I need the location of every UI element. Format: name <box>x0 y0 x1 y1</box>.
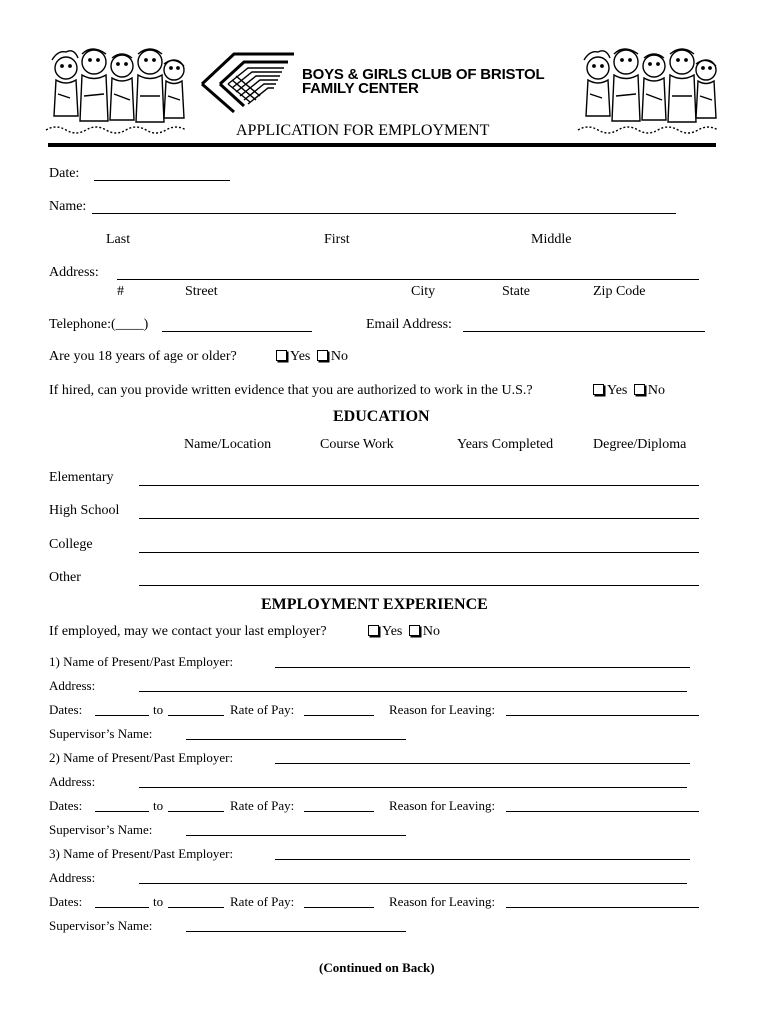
telephone-label: Telephone:(____) <box>49 317 149 332</box>
employer-3-name-label: 3) Name of Present/Past Employer: <box>49 846 234 861</box>
date-field[interactable] <box>94 180 230 181</box>
children-illustration-right <box>576 46 721 134</box>
employer-1-to-label: to <box>153 702 164 717</box>
employer-3-dates-label: Dates: <box>49 894 83 909</box>
employer-3-date-from[interactable] <box>95 907 149 908</box>
edu-other-field[interactable] <box>139 585 699 586</box>
employer-2-supervisor-field[interactable] <box>186 835 406 836</box>
auth-yes-checkbox[interactable] <box>593 384 604 395</box>
authorized-question: If hired, can you provide written evidence that you are authorized to work in the U.S.? <box>49 383 533 398</box>
employer-2-to-label: to <box>153 798 164 813</box>
contact-no-checkbox[interactable] <box>409 625 420 636</box>
employer-3-address-field[interactable] <box>139 883 687 884</box>
employer-1-rate-label: Rate of Pay: <box>230 702 295 717</box>
auth-no-checkbox[interactable] <box>634 384 645 395</box>
auth-yes-label: Yes <box>607 383 628 398</box>
addr-num-label: # <box>117 284 124 299</box>
address-field[interactable] <box>117 279 699 280</box>
edu-row-other: Other <box>49 570 81 585</box>
employer-1-dates-label: Dates: <box>49 702 83 717</box>
employer-2-reason-label: Reason for Leaving: <box>389 798 496 813</box>
employer-1-name-label: 1) Name of Present/Past Employer: <box>49 654 234 669</box>
employer-3-reason-field[interactable] <box>506 907 699 908</box>
edu-college-field[interactable] <box>139 552 699 553</box>
contact-no-label: No <box>422 624 440 639</box>
employer-1-supervisor-label: Supervisor’s Name: <box>49 726 153 741</box>
addr-state-label: State <box>502 284 530 299</box>
header-rule <box>48 143 716 147</box>
employer-3-address-label: Address: <box>49 870 96 885</box>
employer-1-reason-label: Reason for Leaving: <box>389 702 496 717</box>
name-middle-label: Middle <box>531 232 572 247</box>
employer-1-rate-field[interactable] <box>304 715 374 716</box>
age-options <box>276 349 348 365</box>
employer-2-dates-label: Dates: <box>49 798 83 813</box>
employer-3-reason-label: Reason for Leaving: <box>389 894 496 909</box>
employer-1-address-field[interactable] <box>139 691 687 692</box>
children-illustration-left <box>44 46 189 134</box>
edu-row-elementary: Elementary <box>49 470 114 485</box>
age-question: Are you 18 years of age or older? <box>49 349 237 364</box>
contact-question: If employed, may we contact your last employer? <box>49 624 327 639</box>
edu-row-college: College <box>49 537 93 552</box>
name-field[interactable] <box>92 213 676 214</box>
org-name-line1: BOYS & GIRLS CLUB OF BRISTOL <box>302 66 545 83</box>
employer-1-supervisor-field[interactable] <box>186 739 406 740</box>
address-label: Address: <box>49 265 99 280</box>
employer-2-rate-field[interactable] <box>304 811 374 812</box>
age-yes-checkbox[interactable] <box>276 350 287 361</box>
addr-zip-label: Zip Code <box>593 284 646 299</box>
age-yes-label: Yes <box>290 349 311 364</box>
employer-1-date-from[interactable] <box>95 715 149 716</box>
employer-1-address-label: Address: <box>49 678 96 693</box>
contact-options <box>368 624 440 640</box>
employer-2-name-label: 2) Name of Present/Past Employer: <box>49 750 234 765</box>
date-label: Date: <box>49 166 80 181</box>
auth-no-label: No <box>647 383 665 398</box>
employer-2-reason-field[interactable] <box>506 811 699 812</box>
employer-3-to-label: to <box>153 894 164 909</box>
edu-col-name: Name/Location <box>184 437 272 452</box>
employer-2-date-to[interactable] <box>168 811 224 812</box>
employer-2-address-field[interactable] <box>139 787 687 788</box>
employer-3-rate-field[interactable] <box>304 907 374 908</box>
bgc-logo-icon <box>198 50 298 114</box>
employer-2-name-field[interactable] <box>275 763 690 764</box>
employer-1-reason-field[interactable] <box>506 715 699 716</box>
employer-3-supervisor-label: Supervisor’s Name: <box>49 918 153 933</box>
name-last-label: Last <box>106 232 131 247</box>
auth-options <box>593 383 665 399</box>
edu-elementary-field[interactable] <box>139 485 699 486</box>
employment-heading: EMPLOYMENT EXPERIENCE <box>261 596 488 613</box>
email-field[interactable] <box>463 331 705 332</box>
contact-yes-checkbox[interactable] <box>368 625 379 636</box>
addr-street-label: Street <box>185 284 218 299</box>
employer-2-address-label: Address: <box>49 774 96 789</box>
org-name-line2: FAMILY CENTER <box>302 80 419 97</box>
edu-col-degree: Degree/Diploma <box>593 437 687 452</box>
employer-1-date-to[interactable] <box>168 715 224 716</box>
employer-2-date-from[interactable] <box>95 811 149 812</box>
employer-2-supervisor-label: Supervisor’s Name: <box>49 822 153 837</box>
age-no-label: No <box>330 349 348 364</box>
page-title: APPLICATION FOR EMPLOYMENT <box>236 122 490 139</box>
education-heading: EDUCATION <box>333 408 430 425</box>
employer-3-name-field[interactable] <box>275 859 690 860</box>
employer-1-name-field[interactable] <box>275 667 690 668</box>
employer-3-supervisor-field[interactable] <box>186 931 406 932</box>
employer-2-rate-label: Rate of Pay: <box>230 798 295 813</box>
contact-yes-label: Yes <box>382 624 403 639</box>
email-label: Email Address: <box>366 317 452 332</box>
name-first-label: First <box>324 232 350 247</box>
telephone-field[interactable] <box>162 331 312 332</box>
age-no-checkbox[interactable] <box>317 350 328 361</box>
continued-note: (Continued on Back) <box>319 960 435 975</box>
employer-3-date-to[interactable] <box>168 907 224 908</box>
edu-col-course: Course Work <box>320 437 394 452</box>
addr-city-label: City <box>411 284 436 299</box>
name-label: Name: <box>49 199 87 214</box>
edu-col-years: Years Completed <box>457 437 554 452</box>
edu-high-school-field[interactable] <box>139 518 699 519</box>
employer-3-rate-label: Rate of Pay: <box>230 894 295 909</box>
edu-row-high-school: High School <box>49 503 120 518</box>
